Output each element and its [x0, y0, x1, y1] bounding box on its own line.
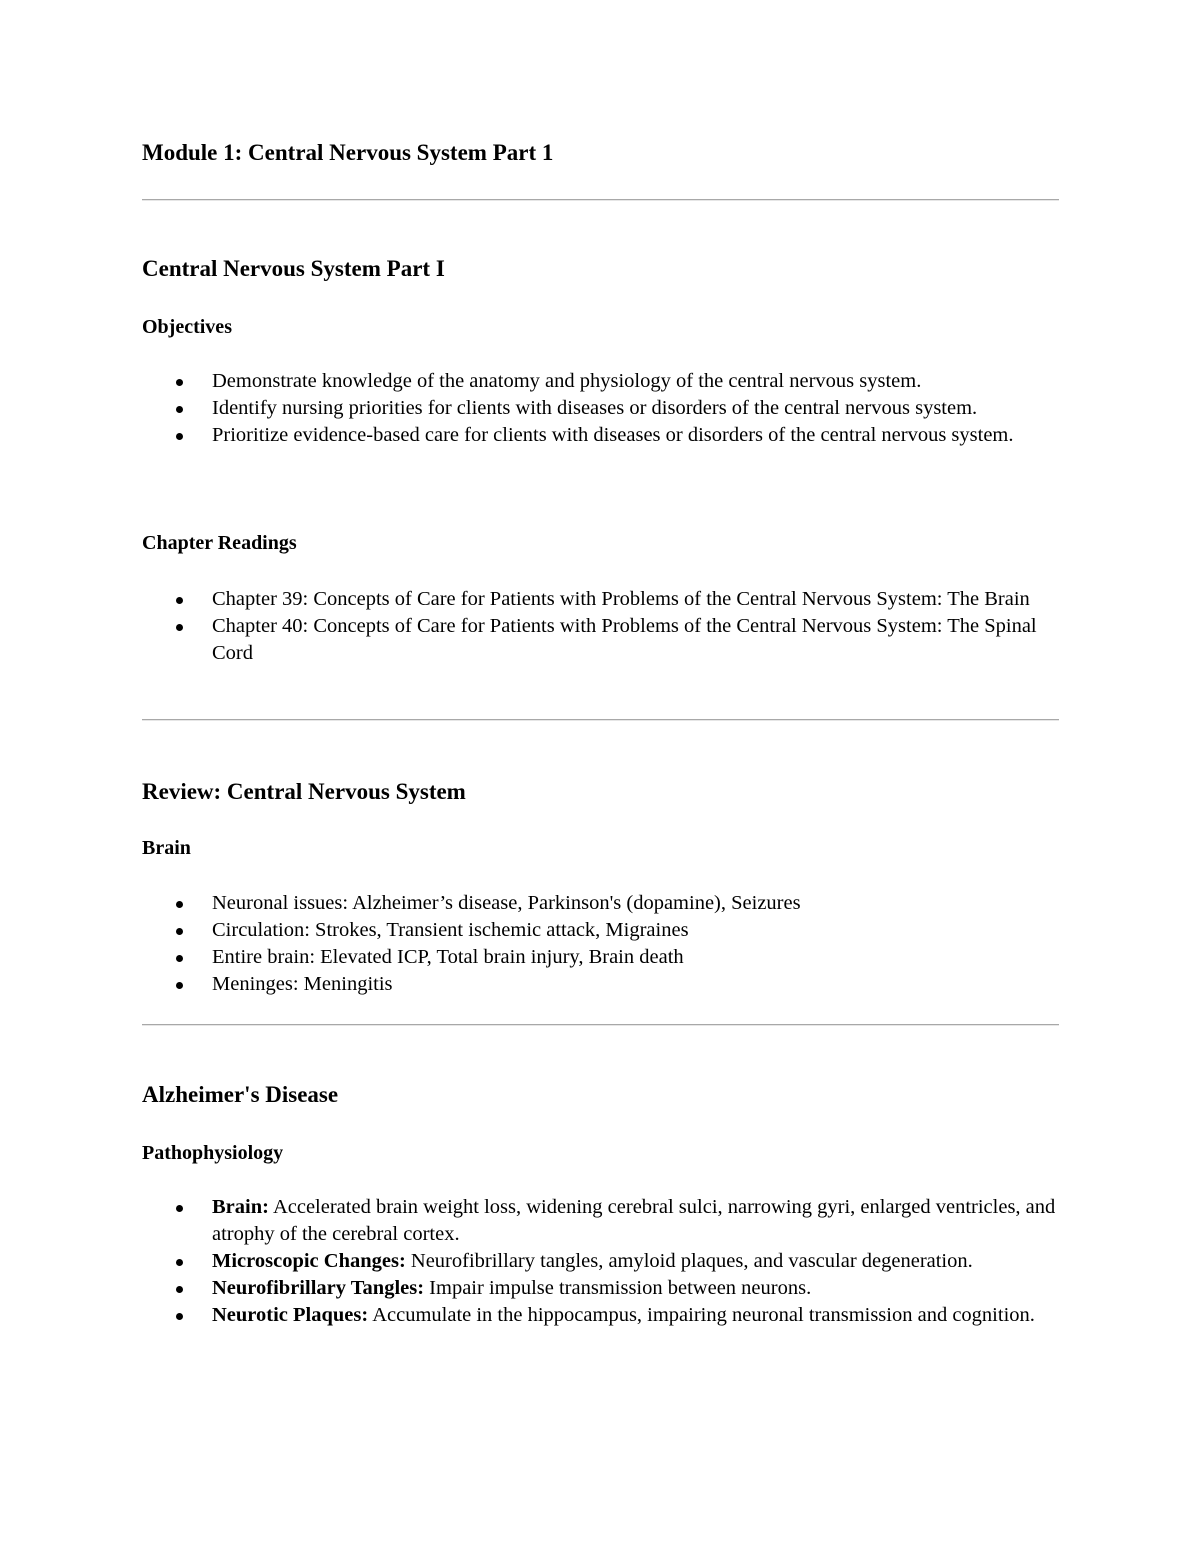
list-item: Microscopic Changes: Neurofibrillary tangles, amyloid plaques, and vascular degeneration. — [142, 1248, 1059, 1275]
list-item: Identify nursing priorities for clients with diseases or disorders of the central nervous system. — [142, 395, 1059, 422]
bullet-icon — [176, 901, 183, 908]
chapter-readings-heading: Chapter Readings — [142, 532, 297, 554]
list-item: Chapter 40: Concepts of Care for Patients with Problems of the Central Nervous System: The Spinal Cord — [142, 613, 1059, 667]
bullet-icon — [176, 433, 183, 440]
module-title: Module 1: Central Nervous System Part 1 — [142, 140, 554, 165]
readings-list — [142, 586, 1059, 667]
list-item: Prioritize evidence-based care for clients with diseases or disorders of the central nervous system. — [142, 422, 1059, 449]
bullet-icon — [176, 624, 183, 631]
review-list — [142, 890, 1059, 998]
list-item: Neuronal issues: Alzheimer’s disease, Parkinson's (dopamine), Seizures — [142, 890, 1059, 917]
section-title-cns: Central Nervous System Part I — [142, 256, 445, 281]
bullet-icon — [176, 1205, 183, 1212]
objectives-list — [142, 368, 1059, 449]
section-title-alzheimers: Alzheimer's Disease — [142, 1082, 339, 1107]
bullet-icon — [176, 982, 183, 989]
horizontal-rule — [142, 1024, 1059, 1026]
list-item: Demonstrate knowledge of the anatomy and physiology of the central nervous system. — [142, 368, 1059, 395]
bullet-icon — [176, 1259, 183, 1266]
list-item: Meninges: Meningitis — [142, 971, 1059, 998]
list-item: Entire brain: Elevated ICP, Total brain injury, Brain death — [142, 944, 1059, 971]
pathophysiology-list — [142, 1194, 1059, 1329]
list-item: Chapter 39: Concepts of Care for Patients with Problems of the Central Nervous System: The Brain — [142, 586, 1059, 613]
horizontal-rule — [142, 719, 1059, 721]
bullet-icon — [176, 597, 183, 604]
horizontal-rule — [142, 199, 1059, 201]
bullet-icon — [176, 1313, 183, 1320]
list-item: Neurotic Plaques: Accumulate in the hippocampus, impairing neuronal transmission and cognition. — [142, 1302, 1059, 1329]
list-item: Neurofibrillary Tangles: Impair impulse transmission between neurons. — [142, 1275, 1059, 1302]
bullet-icon — [176, 1286, 183, 1293]
list-item: Circulation: Strokes, Transient ischemic attack, Migraines — [142, 917, 1059, 944]
list-item: Brain: Accelerated brain weight loss, widening cerebral sulci, narrowing gyri, enlarged ventricles, and atrophy of the cerebral cortex. — [142, 1194, 1059, 1248]
objectives-heading: Objectives — [142, 316, 232, 338]
bullet-icon — [176, 955, 183, 962]
section-title-review: Review: Central Nervous System — [142, 779, 466, 804]
bullet-icon — [176, 379, 183, 386]
bullet-icon — [176, 406, 183, 413]
bullet-icon — [176, 928, 183, 935]
brain-heading: Brain — [142, 837, 191, 859]
pathophysiology-heading: Pathophysiology — [142, 1142, 284, 1164]
